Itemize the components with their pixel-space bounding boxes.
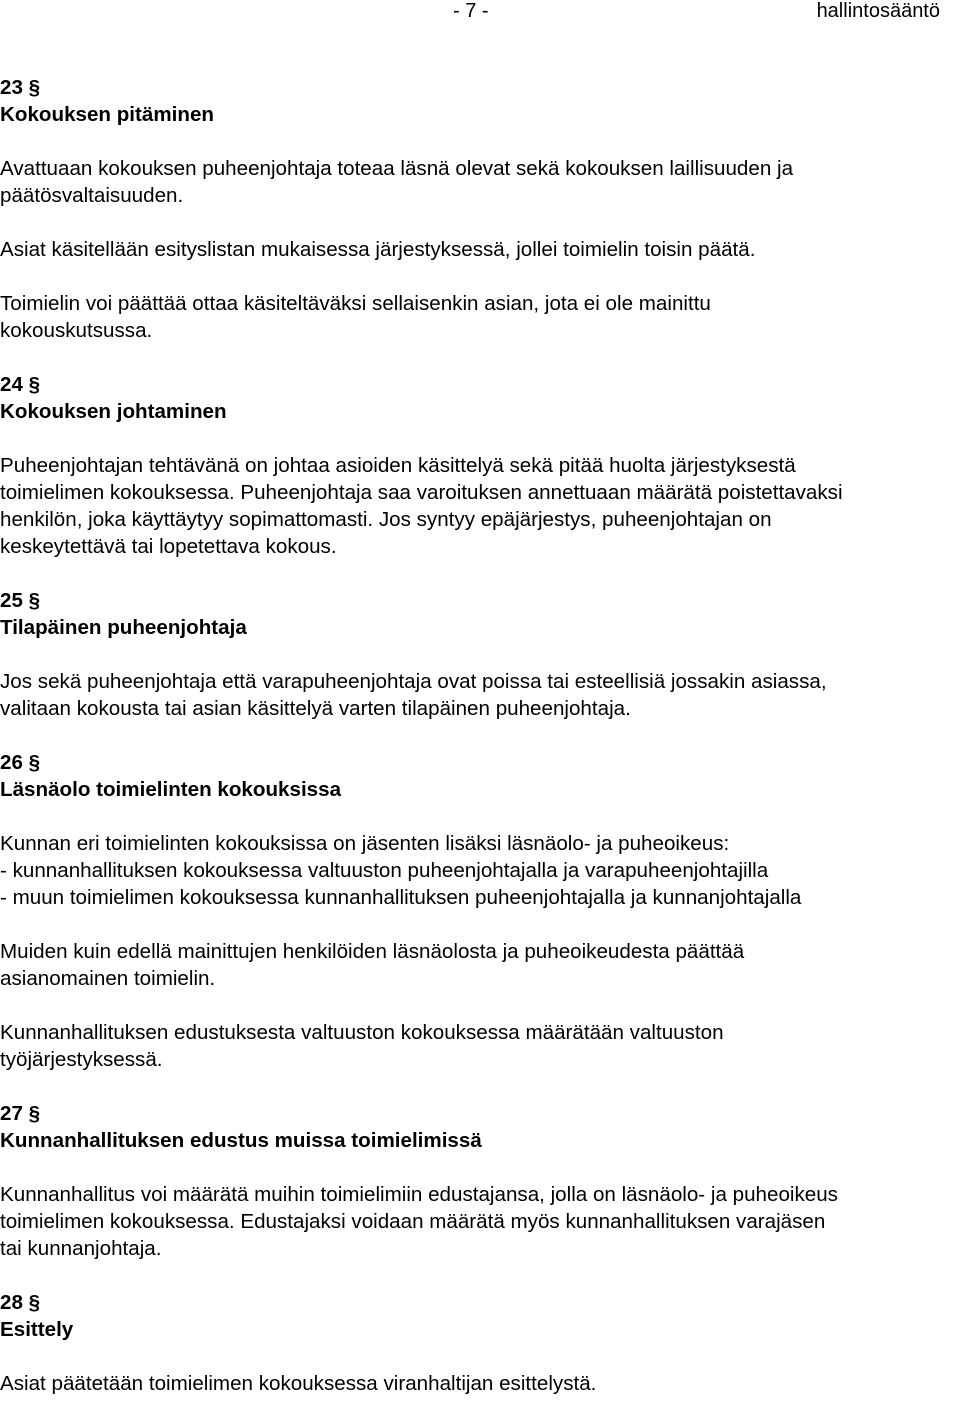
section — [0, 749, 960, 1073]
section — [0, 371, 960, 560]
section-number: 27 § — [0, 1102, 41, 1125]
text-line: toimielimen kokouksessa. Puheenjohtaja saa varoituksen annettuaan määrätä poistettavaksi — [0, 481, 843, 504]
text-line: Toimielin voi päättää ottaa käsiteltäväksi sellaisenkin asian, jota ei ole mainittu — [0, 292, 711, 315]
page-number: - 7 - — [453, 0, 489, 22]
section-title: Kokouksen pitäminen — [0, 103, 214, 126]
paragraph — [0, 236, 960, 263]
section-title: Esittely — [0, 1318, 74, 1341]
text-line: Kunnanhallitus voi määrätä muihin toimielimiin edustajansa, jolla on läsnäolo- ja puheoikeus — [0, 1183, 838, 1206]
text-line: valitaan kokousta tai asian käsittelyä varten tilapäinen puheenjohtaja. — [0, 697, 631, 720]
text-line: asianomainen toimielin. — [0, 967, 216, 990]
section-number: 24 § — [0, 373, 41, 396]
paragraph — [0, 1181, 960, 1262]
section-number: 26 § — [0, 751, 41, 774]
text-line: työjärjestyksessä. — [0, 1048, 163, 1071]
paragraph — [0, 452, 960, 560]
paragraph — [0, 938, 960, 992]
section-title: Läsnäolo toimielinten kokouksissa — [0, 778, 342, 801]
text-line: toimielimen kokouksessa. Edustajaksi voidaan määrätä myös kunnanhallituksen varajäsen — [0, 1210, 826, 1233]
text-line: Kunnan eri toimielinten kokouksissa on jäsenten lisäksi läsnäolo- ja puheoikeus: — [0, 832, 730, 855]
section — [0, 1289, 960, 1397]
paragraph — [0, 830, 960, 911]
text-line: Kunnanhallituksen edustuksesta valtuuston kokouksessa määrätään valtuuston — [0, 1021, 724, 1044]
text-line: tai kunnanjohtaja. — [0, 1237, 162, 1260]
paragraph — [0, 155, 960, 209]
section-number: 23 § — [0, 76, 41, 99]
text-line: Asiat päätetään toimielimen kokouksessa viranhaltijan esittelystä. — [0, 1372, 597, 1395]
section-title: Tilapäinen puheenjohtaja — [0, 616, 247, 639]
section — [0, 74, 960, 344]
paragraph — [0, 668, 960, 722]
text-line: - kunnanhallituksen kokouksessa valtuuston puheenjohtajalla ja varapuheenjohtajilla — [0, 859, 769, 882]
page-header — [0, 0, 960, 26]
text-line: Avattuaan kokouksen puheenjohtaja toteaa läsnä olevat sekä kokouksen laillisuuden ja — [0, 157, 794, 180]
paragraph — [0, 1370, 960, 1397]
section-number: 28 § — [0, 1291, 41, 1314]
text-line: henkilön, joka käyttäytyy sopimattomasti. Jos syntyy epäjärjestys, puheenjohtajan on — [0, 508, 772, 531]
text-line: Asiat käsitellään esityslistan mukaisessa järjestyksessä, jollei toimielin toisin päätä. — [0, 238, 756, 261]
section-title: Kokouksen johtaminen — [0, 400, 227, 423]
text-line: Jos sekä puheenjohtaja että varapuheenjohtaja ovat poissa tai esteellisiä jossakin asiassa, — [0, 670, 827, 693]
text-line: kokouskutsussa. — [0, 319, 153, 342]
text-line: päätösvaltaisuuden. — [0, 184, 184, 207]
text-line: Muiden kuin edellä mainittujen henkilöiden läsnäolosta ja puheoikeudesta päättää — [0, 940, 745, 963]
text-line: - muun toimielimen kokouksessa kunnanhallituksen puheenjohtajalla ja kunnanjohtajalla — [0, 886, 802, 909]
text-line: Puheenjohtajan tehtävänä on johtaa asioiden käsittelyä sekä pitää huolta järjestyksestä — [0, 454, 796, 477]
document-name: hallintosääntö — [816, 0, 940, 22]
paragraph — [0, 1019, 960, 1073]
text-line: keskeytettävä tai lopetettava kokous. — [0, 535, 337, 558]
document-body — [0, 74, 960, 1424]
section-title: Kunnanhallituksen edustus muissa toimielimissä — [0, 1129, 482, 1152]
paragraph — [0, 290, 960, 344]
section — [0, 1100, 960, 1262]
section-number: 25 § — [0, 589, 41, 612]
section — [0, 587, 960, 722]
